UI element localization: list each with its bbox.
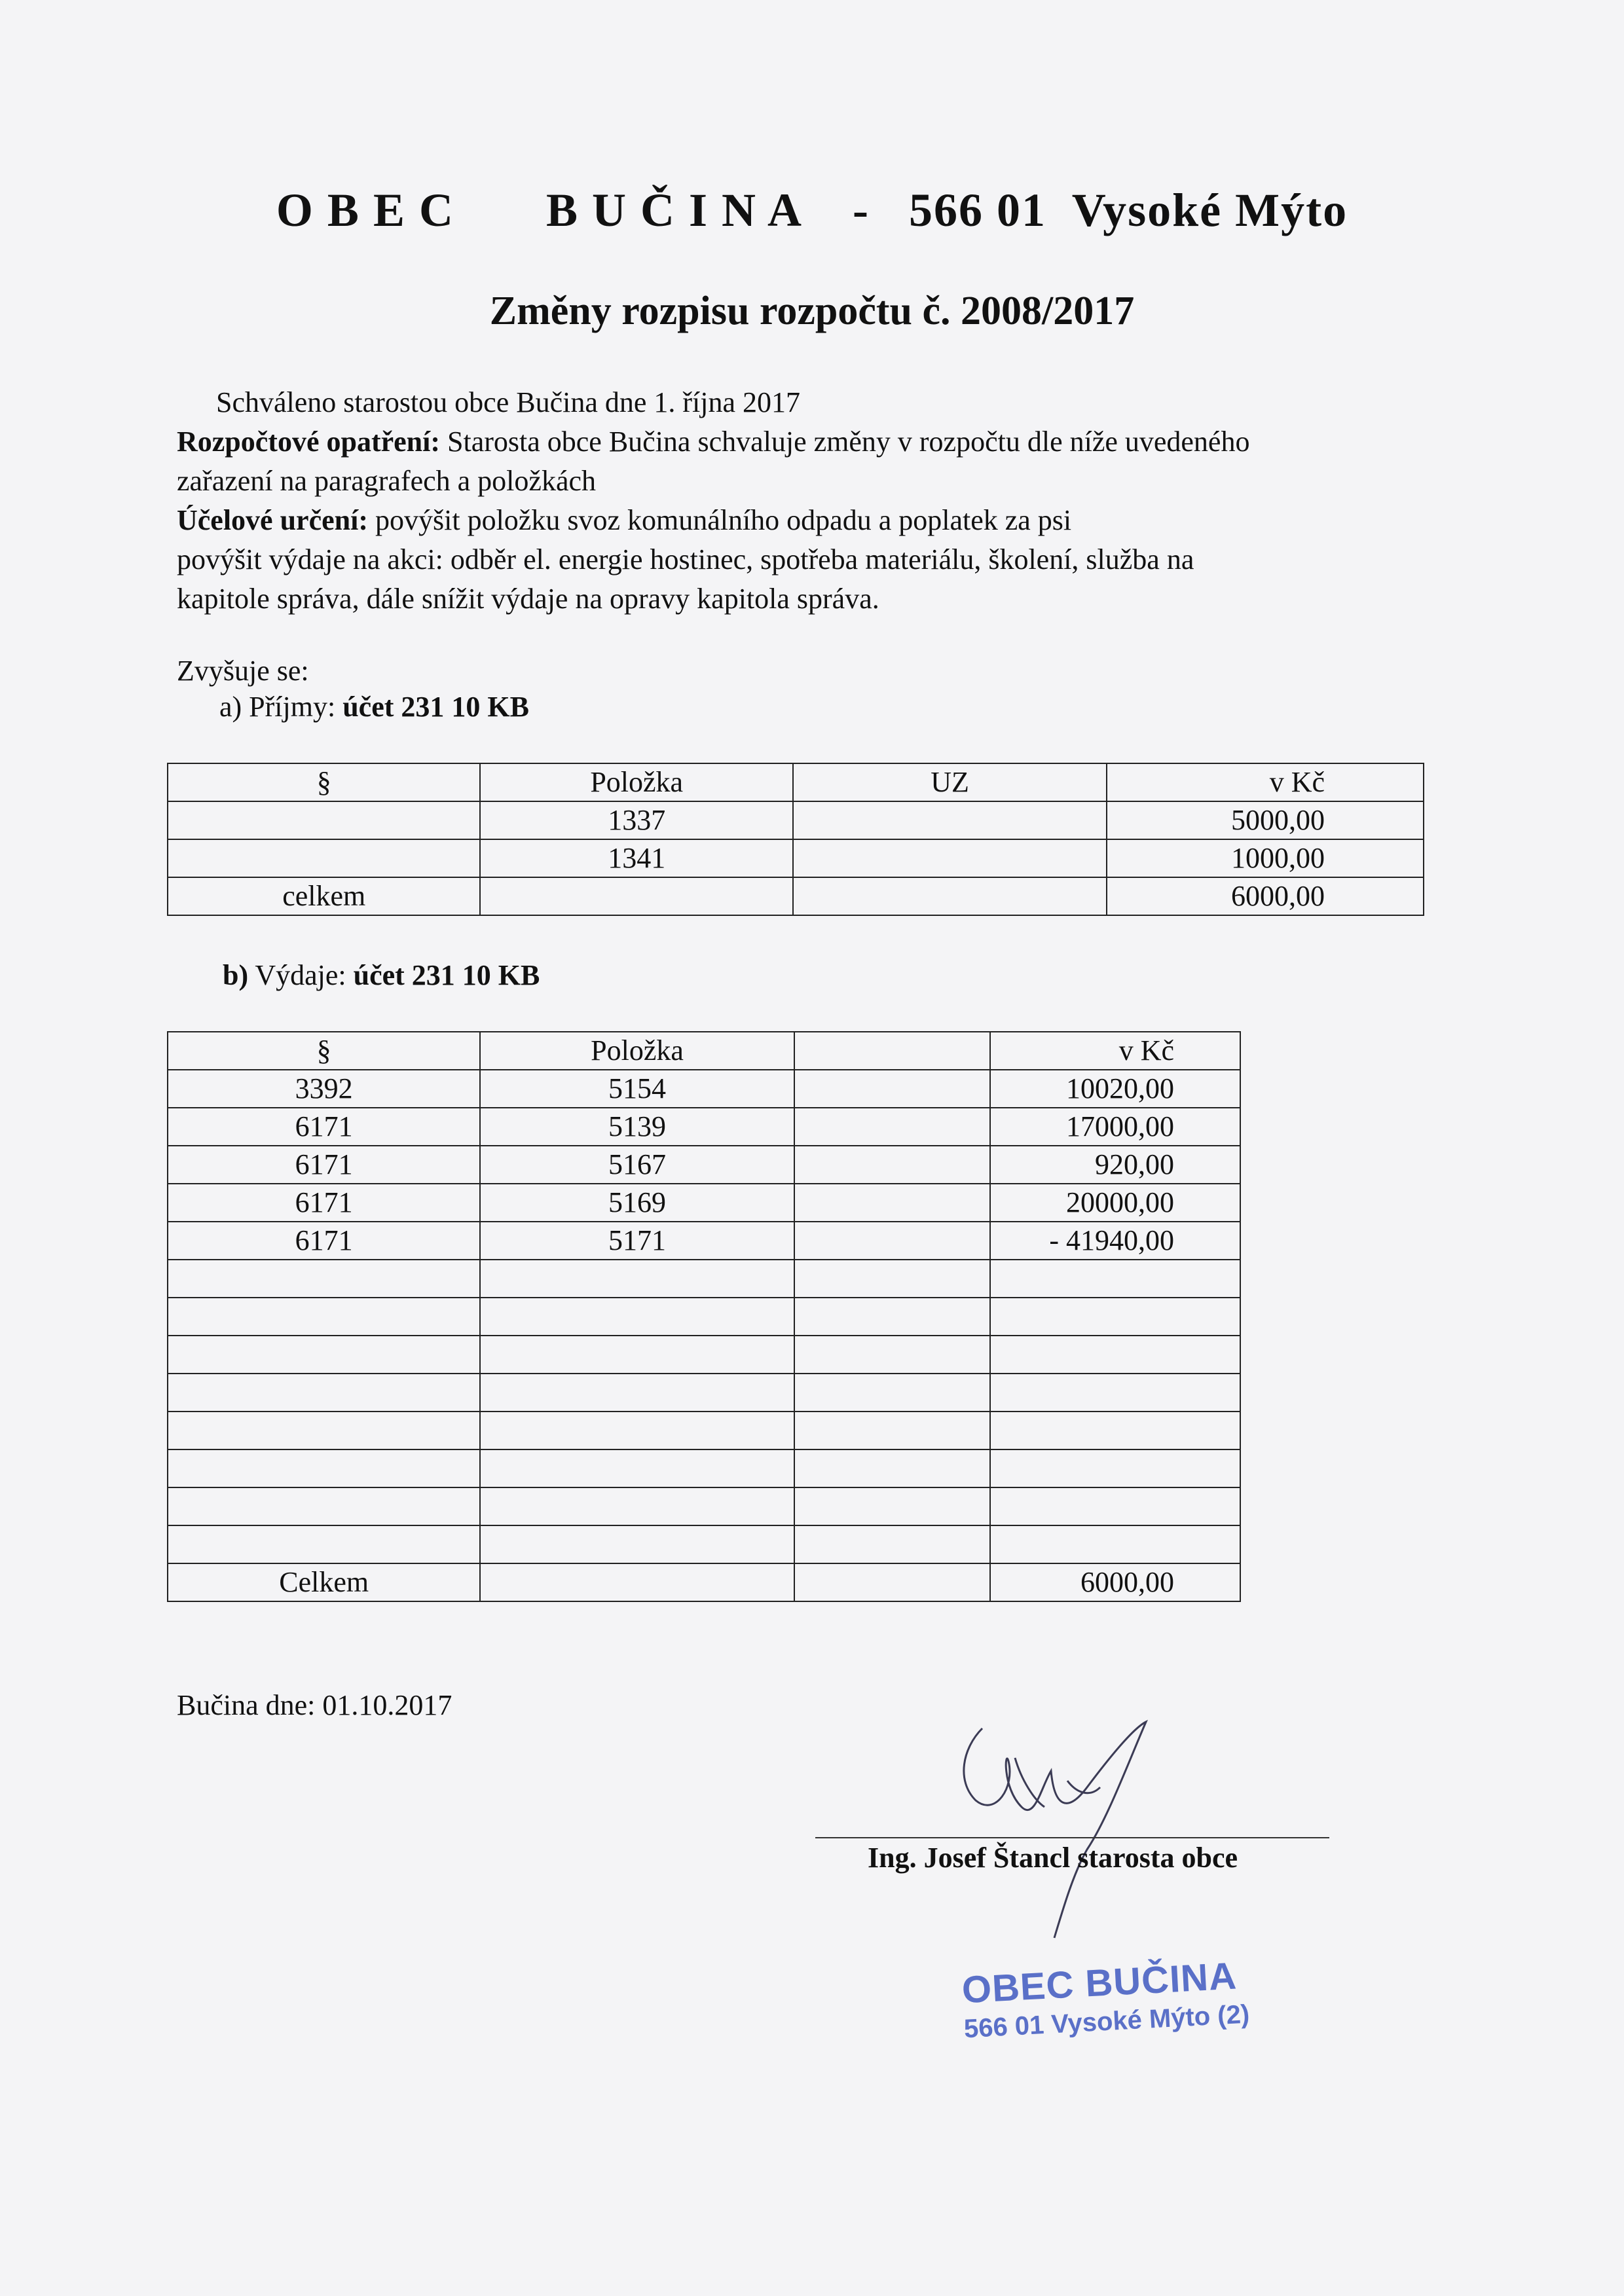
stamp-line-2: 566 01 Vysoké Mýto (2) [963, 1999, 1251, 2044]
table-row [168, 1184, 1240, 1222]
expense-label: Výdaje: [248, 959, 354, 991]
table-cell: 1341 [480, 839, 792, 877]
signature-graphic [936, 1709, 1225, 1944]
table-cell: 6000,00 [1107, 877, 1424, 915]
table-cell [794, 1108, 990, 1146]
table-cell [480, 1449, 794, 1487]
signatory-name: Ing. Josef Štancl starosta obce [868, 1842, 1238, 1874]
header-cell: v Kč [1107, 763, 1424, 801]
table-row [168, 1222, 1240, 1260]
table-cell [168, 1412, 480, 1449]
stamp-line-1: OBEC BUČINA [961, 1954, 1238, 2012]
table-cell [480, 1260, 794, 1298]
table-cell [794, 1563, 990, 1601]
expense-account: účet 231 10 KB [353, 959, 540, 991]
table-cell: 1000,00 [1107, 839, 1424, 877]
table-row [168, 1298, 1240, 1336]
table-cell: 5171 [480, 1222, 794, 1260]
table-cell [990, 1336, 1240, 1374]
table-cell: 5139 [480, 1108, 794, 1146]
table-cell [168, 1374, 480, 1412]
income-table [167, 763, 1424, 916]
table-cell [480, 1336, 794, 1374]
table-cell: 10020,00 [990, 1070, 1240, 1108]
table-row [168, 1146, 1240, 1184]
table-cell [990, 1374, 1240, 1412]
table-cell [990, 1449, 1240, 1487]
table-cell [990, 1412, 1240, 1449]
expense-heading [223, 956, 540, 995]
table-cell: 5167 [480, 1146, 794, 1184]
header-cell: Položka [480, 1032, 794, 1070]
header-cell [794, 1032, 990, 1070]
table-cell [793, 801, 1107, 839]
header-cell: § [168, 763, 480, 801]
purpose-label: Účelové určení: [177, 504, 368, 536]
table-header-row [168, 763, 1424, 801]
table-row [168, 1412, 1240, 1449]
table-row [168, 1260, 1240, 1298]
table-cell [480, 1298, 794, 1336]
table-cell: - 41940,00 [990, 1222, 1240, 1260]
table-cell [168, 1336, 480, 1374]
approval-line: Schváleno starostou obce Bučina dne 1. října 2017 [216, 386, 801, 418]
table-cell: 20000,00 [990, 1184, 1240, 1222]
table-row [168, 1374, 1240, 1412]
table-row [168, 801, 1424, 839]
table-cell: 6171 [168, 1108, 480, 1146]
table-cell [168, 1298, 480, 1336]
municipality-header: O B E C B U Č I N A - 566 01 Vysoké Mýto [276, 184, 1348, 236]
table-cell [794, 1260, 990, 1298]
table-cell [168, 801, 480, 839]
expense-table [167, 1031, 1241, 1602]
table-cell [168, 839, 480, 877]
table-cell [990, 1298, 1240, 1336]
table-cell [990, 1487, 1240, 1525]
income-prefix: a) Příjmy: [219, 691, 343, 723]
table-header-row [168, 1032, 1240, 1070]
purpose-line [177, 501, 1071, 540]
table-cell [794, 1449, 990, 1487]
table-row [168, 1108, 1240, 1146]
expense-prefix: b) [223, 959, 249, 991]
table-cell [794, 1146, 990, 1184]
table-cell: 6000,00 [990, 1563, 1240, 1601]
table-cell [990, 1525, 1240, 1563]
purpose-text: povýšit položku svoz komunálního odpadu a poplatek za psi [368, 504, 1072, 536]
measure-text: Starosta obce Bučina schvaluje změny v rozpočtu dle níže uvedeného [440, 426, 1250, 458]
table-cell: 1337 [480, 801, 792, 839]
expense-table-body [168, 1032, 1240, 1601]
table-row [168, 1070, 1240, 1108]
measure-label: Rozpočtové opatření: [177, 426, 441, 458]
table-row [168, 1336, 1240, 1374]
table-cell: 5000,00 [1107, 801, 1424, 839]
table-cell: 920,00 [990, 1146, 1240, 1184]
table-cell [794, 1487, 990, 1525]
table-cell [793, 839, 1107, 877]
table-total-row [168, 877, 1424, 915]
header-cell: Položka [480, 763, 792, 801]
table-cell [793, 877, 1107, 915]
table-total-row [168, 1563, 1240, 1601]
income-heading [219, 687, 529, 727]
table-cell [794, 1222, 990, 1260]
table-cell [990, 1260, 1240, 1298]
table-cell [794, 1070, 990, 1108]
table-cell: 6171 [168, 1184, 480, 1222]
table-cell: celkem [168, 877, 480, 915]
table-cell [480, 1412, 794, 1449]
table-cell [794, 1298, 990, 1336]
table-cell [480, 877, 792, 915]
measure-line [177, 422, 1249, 462]
table-cell [794, 1184, 990, 1222]
table-cell: 5169 [480, 1184, 794, 1222]
table-cell: 6171 [168, 1222, 480, 1260]
income-account: účet 231 10 KB [342, 691, 529, 723]
table-cell [794, 1374, 990, 1412]
purpose-line-2: povýšit výdaje na akci: odběr el. energie hostinec, spotřeba materiálu, školení, služba na [177, 543, 1194, 575]
header-cell: § [168, 1032, 480, 1070]
table-row [168, 839, 1424, 877]
table-row [168, 1449, 1240, 1487]
date-line: Bučina dne: 01.10.2017 [177, 1689, 452, 1721]
table-cell [794, 1525, 990, 1563]
table-cell: 6171 [168, 1146, 480, 1184]
purpose-line-3: kapitole správa, dále snížit výdaje na opravy kapitola správa. [177, 583, 879, 615]
table-cell [794, 1412, 990, 1449]
table-cell [480, 1487, 794, 1525]
table-cell: 5154 [480, 1070, 794, 1108]
document-title: Změny rozpisu rozpočtu č. 2008/2017 [489, 289, 1135, 333]
table-row [168, 1487, 1240, 1525]
table-cell [480, 1374, 794, 1412]
table-cell: 17000,00 [990, 1108, 1240, 1146]
municipal-stamp [961, 1954, 1250, 2045]
increase-label: Zvyšuje se: [177, 655, 309, 687]
measure-line-2: zařazení na paragrafech a položkách [177, 465, 596, 497]
table-cell [168, 1525, 480, 1563]
table-cell [480, 1563, 794, 1601]
table-row [168, 1525, 1240, 1563]
header-cell: UZ [793, 763, 1107, 801]
table-cell: 3392 [168, 1070, 480, 1108]
table-cell [168, 1449, 480, 1487]
table-cell [168, 1487, 480, 1525]
header-cell: v Kč [990, 1032, 1240, 1070]
table-cell [168, 1260, 480, 1298]
table-cell [794, 1336, 990, 1374]
table-cell [480, 1525, 794, 1563]
table-cell: Celkem [168, 1563, 480, 1601]
